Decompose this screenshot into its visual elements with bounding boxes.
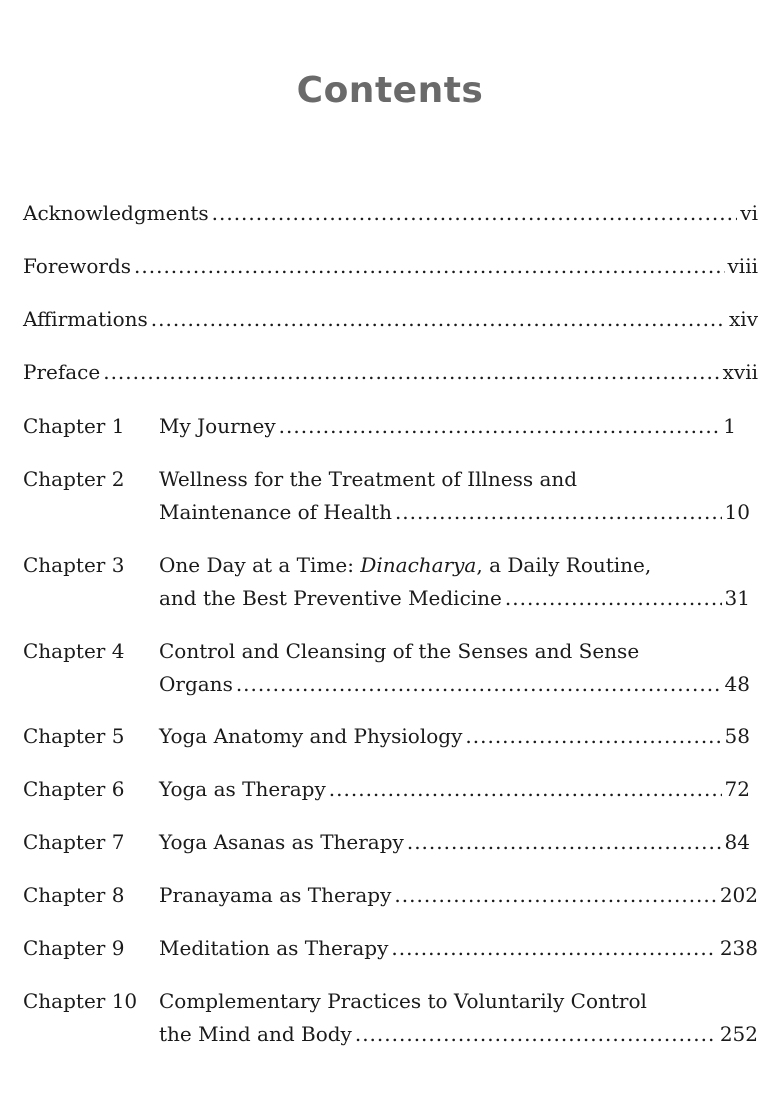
dot-leader [103, 356, 719, 389]
chapter-title: Yoga Asanas as Therapy [159, 830, 404, 854]
page-number: 238 [719, 936, 758, 960]
toc-entry-acknowledgments [23, 197, 758, 230]
toc-entry-chapter-3 [23, 549, 750, 615]
chapter-title-line-2: Maintenance of Health [159, 500, 392, 524]
page-number: vi [740, 201, 758, 225]
page-number: viii [727, 254, 758, 278]
chapter-title-line-2: Organs [159, 672, 233, 696]
toc-entry-chapter-8 [23, 879, 758, 912]
toc-entry-affirmations [23, 303, 758, 336]
page-number: 202 [719, 883, 758, 907]
chapter-title-line-1: Wellness for the Treatment of Illness and [159, 467, 578, 491]
chapter-number: Chapter 8 [23, 883, 125, 907]
dot-leader [395, 496, 722, 529]
toc-entry-chapter-9 [23, 932, 758, 965]
dot-leader [212, 197, 738, 230]
chapter-number: Chapter 5 [23, 724, 125, 748]
chapter-title-line-2: the Mind and Body [159, 1022, 352, 1046]
chapter-title: Pranayama as Therapy [159, 883, 392, 907]
chapter-title-line-1: Control and Cleansing of the Senses and Sense [159, 639, 640, 663]
toc-entry-chapter-10 [23, 985, 758, 1051]
dot-leader [279, 410, 721, 443]
chapter-number: Chapter 7 [23, 830, 125, 854]
chapter-number: Chapter 10 [23, 989, 138, 1013]
chapter-number: Chapter 3 [23, 553, 125, 577]
dot-leader [355, 1018, 717, 1051]
chapter-number: Chapter 4 [23, 639, 125, 663]
page-number: 58 [724, 724, 750, 748]
page-number: 72 [724, 777, 750, 801]
dot-leader [394, 879, 716, 912]
toc-entry-chapter-6 [23, 773, 750, 806]
chapter-number: Chapter 2 [23, 467, 125, 491]
toc-entry-chapter-2 [23, 463, 750, 529]
chapter-number: Chapter 6 [23, 777, 125, 801]
dot-leader [391, 932, 716, 965]
dot-leader [329, 773, 722, 806]
chapter-title-line-1-end: , a Daily Routine, [476, 553, 652, 577]
page-number: xvii [722, 360, 758, 384]
entry-label: Affirmations [23, 307, 148, 331]
entry-label: Forewords [23, 254, 132, 278]
page-number: 10 [724, 500, 750, 524]
chapter-title: Yoga Anatomy and Physiology [159, 724, 463, 748]
dot-leader [465, 720, 721, 753]
dot-leader [407, 826, 722, 859]
chapter-number: Chapter 1 [23, 414, 125, 438]
dot-leader [505, 582, 722, 615]
chapter-title-line-2: and the Best Preventive Medicine [159, 586, 502, 610]
chapter-title-line-1-start: One Day at a Time: [159, 553, 361, 577]
toc-entry-chapter-7 [23, 826, 750, 859]
page-title: Contents [296, 70, 484, 111]
chapter-title-italic-term: Dinacharya [360, 553, 477, 577]
entry-label: Acknowledgments [23, 201, 209, 225]
page-number: xiv [729, 307, 758, 331]
toc-entry-preface [23, 356, 758, 389]
chapter-title: My Journey [159, 414, 276, 438]
chapter-title: Meditation as Therapy [159, 936, 389, 960]
chapter-title: Yoga as Therapy [159, 777, 326, 801]
page-number: 252 [719, 1022, 758, 1046]
page-number: 84 [724, 830, 750, 854]
toc-entry-chapter-1 [23, 410, 736, 443]
chapter-title-line-1: Complementary Practices to Voluntarily Control [159, 989, 647, 1013]
page-number: 31 [724, 586, 750, 610]
dot-leader [236, 668, 722, 701]
toc-entry-forewords [23, 250, 758, 283]
page-number: 48 [724, 672, 750, 696]
chapter-number: Chapter 9 [23, 936, 125, 960]
dot-leader [151, 303, 726, 336]
toc-entry-chapter-4 [23, 635, 750, 701]
dot-leader [134, 250, 724, 283]
page-number: 1 [723, 414, 736, 438]
toc-entry-chapter-5 [23, 720, 750, 753]
entry-label: Preface [23, 360, 101, 384]
